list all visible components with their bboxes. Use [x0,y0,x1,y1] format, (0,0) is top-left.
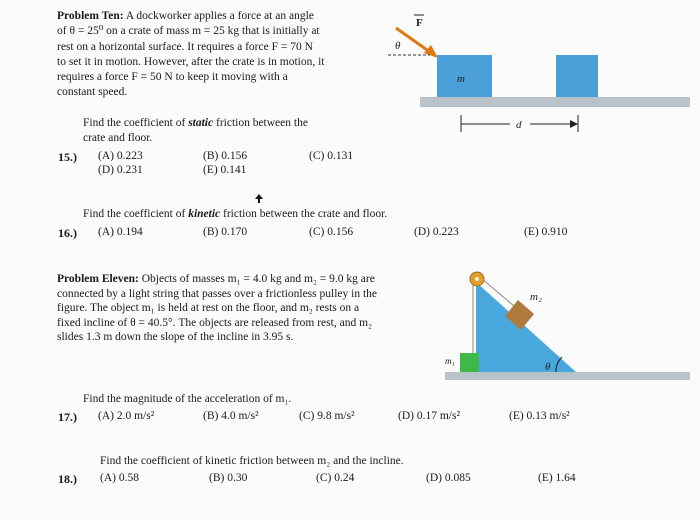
q18-choice-b[interactable]: (B) 0.30 [209,472,248,484]
q18-choice-a[interactable]: (A) 0.58 [100,472,139,484]
q15-choice-d[interactable]: (D) 0.231 [98,164,143,176]
q18-prompt: Find the coefficient of kinetic friction between m₂ and the incline. [100,455,404,467]
q16-choice-a[interactable]: (A) 0.194 [98,226,143,238]
q16-choice-e[interactable]: (E) 0.910 [524,226,568,238]
force-label: F [416,17,423,29]
theta-label: θ [395,40,401,52]
problem-ten-line-3: rest on a horizontal surface. It requires a force F = 70 N [57,40,313,53]
q15-text-line2: crate and floor. [83,132,153,144]
crate-mass-label: m [457,73,465,85]
q18-choice-d[interactable]: (D) 0.085 [426,472,471,484]
q15-choice-a[interactable]: (A) 0.223 [98,150,143,162]
q15-choice-c[interactable]: (C) 0.131 [309,150,354,162]
q16-text-a: Find the coefficient of [83,208,186,220]
pulley-hub [475,277,479,281]
problem-ten-line-2: of θ = 25⁰ on a crate of mass m = 25 kg that is initially at [57,25,320,38]
q17-choice-a[interactable]: (A) 2.0 m/s² [98,410,155,422]
problem-eleven-line-5: slides 1.3 m down the slope of the incline in 3.95 s. [57,331,294,344]
q15-choice-b[interactable]: (B) 0.156 [203,150,248,162]
problem-ten-line-4: to set it in motion. However, after the crate is in motion, it [57,55,325,68]
q18-choice-e[interactable]: (E) 1.64 [538,472,576,484]
problem-eleven-title: Problem Eleven: [57,273,139,285]
m1-label: m₁ [445,356,455,366]
q17-choice-d[interactable]: (D) 0.17 m/s² [398,410,460,422]
incline-floor [445,372,690,380]
q17-number: 17.) [58,410,77,424]
q16-text-em: kinetic [188,208,221,220]
incline-theta-label: θ [545,361,551,373]
q16-choice-d[interactable]: (D) 0.223 [414,226,459,238]
problem-eleven-line-1-text: Objects of masses m₁ = 4.0 kg and m₂ = 9.0 kg are [141,273,375,285]
q16-text-b: friction between the crate and floor. [223,208,388,220]
q15-choice-e[interactable]: (E) 0.141 [203,164,247,176]
problem-ten-line-1-text: A dockworker applies a force at an angle [125,10,314,22]
q17-choice-b[interactable]: (B) 4.0 m/s² [203,410,259,422]
q15-text-em: static [188,117,214,129]
q18-choice-c[interactable]: (C) 0.24 [316,472,355,484]
q16-choice-b[interactable]: (B) 0.170 [203,226,248,238]
q15-text-a: Find the coefficient of [83,117,186,129]
q15-text-b: friction between the [215,117,308,129]
problem-ten-line-6: constant speed. [57,86,128,99]
q17-prompt: Find the magnitude of the acceleration of m₁. [83,393,292,405]
problem-ten-line-5: requires a force F = 50 N to keep it moving with a [57,71,288,84]
problem-eleven-line-2: connected by a light string that passes over a frictionless pulley in the [57,287,378,300]
q15-number: 15.) [58,150,77,164]
q17-choice-c[interactable]: (C) 9.8 m/s² [299,410,355,422]
q17-choice-e[interactable]: (E) 0.13 m/s² [509,410,570,422]
problem-eleven-line-3: figure. The object m₁ is held at rest on the floor, and m₂ rests on a [57,302,360,315]
problem-eleven-line-4: fixed incline of θ = 40.5°. The objects are released from rest, and m₂ [57,316,373,329]
q16-choice-c[interactable]: (C) 0.156 [309,226,354,238]
distance-label: d [516,119,522,131]
q18-number: 18.) [58,472,77,486]
problem-ten-title: Problem Ten: [57,10,124,22]
block-m1 [460,353,479,372]
m2-label: m₂ [530,291,542,303]
q16-number: 16.) [58,226,77,240]
